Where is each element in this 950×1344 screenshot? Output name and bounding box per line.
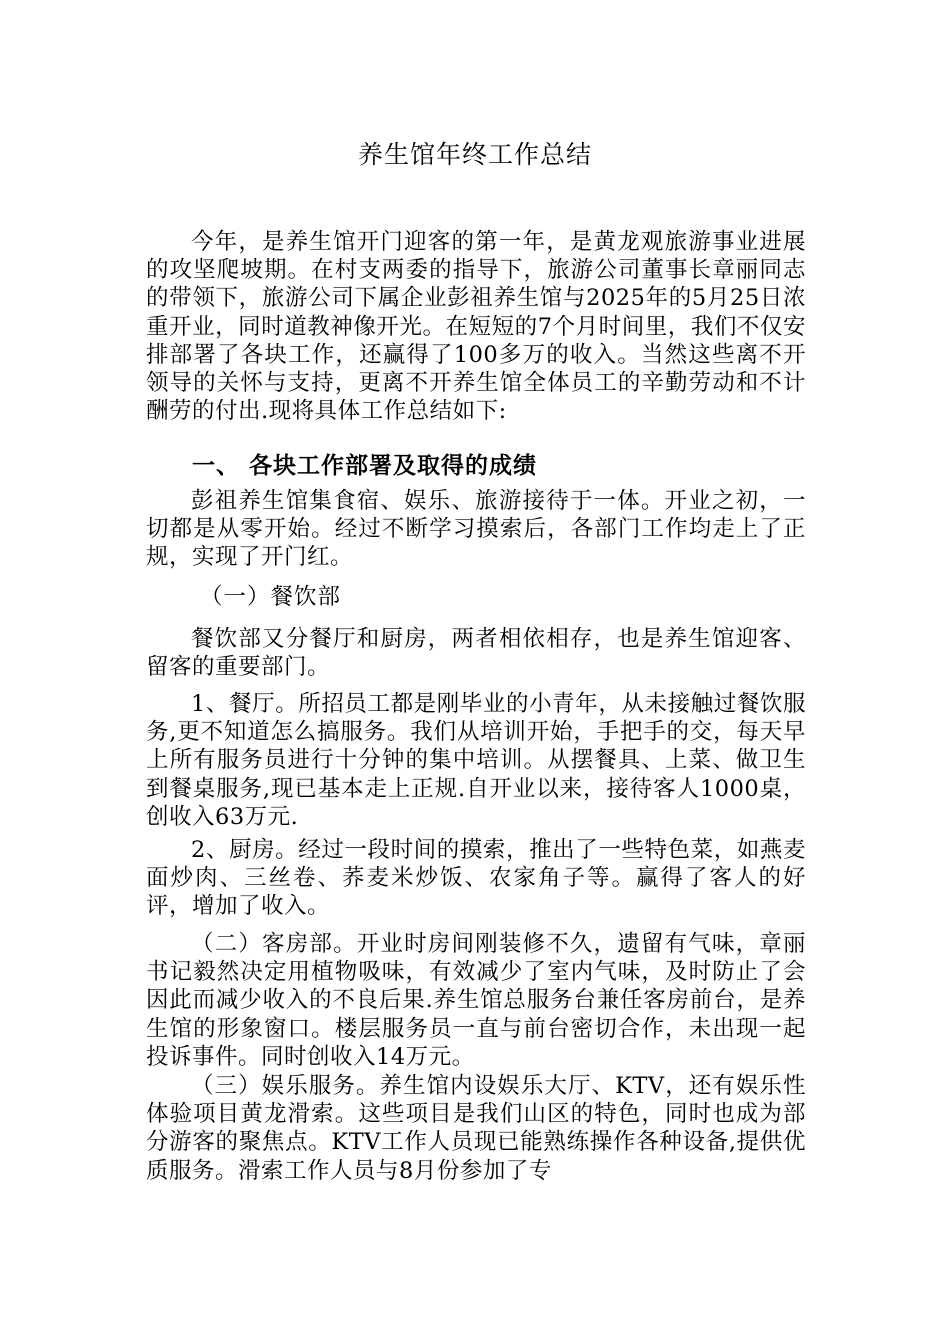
intro-paragraph: 今年，是养生馆开门迎客的第一年，是黄龙观旅游事业进展的攻坚爬坡期。在村支两委的指导下，旅游公司董事长章丽同志的带领下，旅游公司下属企业彭祖养生馆与2025年的5月25日浓重开业，同时道教神像开光。在短短的7个月时间里，我们不仅安排部署了各块工作，还赢得了100多万的收入。当然这些离不开领导的关怀与支持，更离不开养生馆全体员工的辛勤劳动和不计酬劳的付出.现将具体工作总结如下: [146,229,806,425]
document-title: 养生馆年终工作总结 [357,140,592,169]
section-heading-1: 一、 各块工作部署及取得的成绩 [192,452,538,479]
catering-intro-paragraph: 餐饮部又分餐厅和厨房，两者相依相存，也是养生馆迎客、留客的重要部门。 [146,626,806,681]
entertainment-paragraph: （三）娱乐服务。养生馆内设娱乐大厅、KTV，还有娱乐性体验项目黄龙滑索。这些项目是我们山区的特色，同时也成为部分游客的聚焦点。KTV工作人员现已能熟练操作各种设备,提供优质服务。滑索工作人员与8月份参加了专 [146,1073,806,1184]
kitchen-paragraph: 2、厨房。经过一段时间的摸索，推出了一些特色菜，如燕麦面炒肉、三丝卷、荞麦米炒饭、农家角子等。赢得了客人的好评，增加了收入。 [146,837,806,920]
restaurant-paragraph: 1、餐厅。所招员工都是刚毕业的小青年，从未接触过餐饮服务,更不知道怎么搞服务。我们从培训开始，手把手的交，每天早上所有服务员进行十分钟的集中培训。从摆餐具、上菜、做卫生到餐桌服务,现已基本走上正规.自开业以来，接待客人1000桌，创收入63万元. [146,691,806,830]
subsection-heading-catering: （一）餐饮部 [200,584,342,610]
guest-room-paragraph: （二）客房部。开业时房间刚装修不久，遗留有气味，章丽书记毅然决定用植物吸味，有效减少了室内气味，及时防止了会因此而减少收入的不良后果.养生馆总服务台兼任客房前台，是养生馆的形象窗口。楼层服务员一直与前台密切合作，未出现一起投诉事件。同时创收入14万元。 [146,931,806,1070]
section1-intro-paragraph: 彭祖养生馆集食宿、娱乐、旅游接待于一体。开业之初，一切都是从零开始。经过不断学习摸索后，各部门工作均走上了正规，实现了开门红。 [146,488,806,571]
